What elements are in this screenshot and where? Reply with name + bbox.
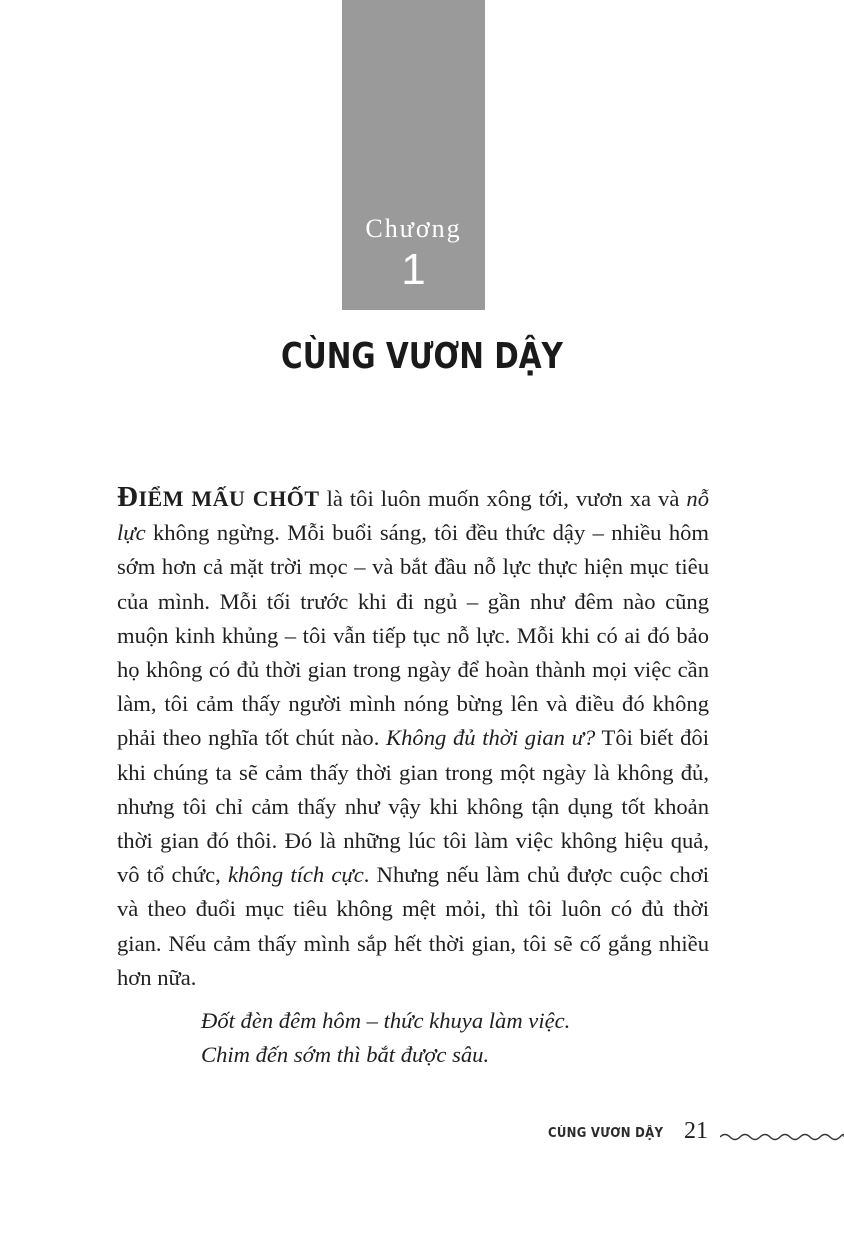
wave-ornament-icon [720, 1130, 844, 1144]
lead-rest: IỂM MẤU CHỐT [138, 486, 320, 511]
lead-in [117, 481, 320, 513]
body-segment-italic: không tích cực [227, 862, 364, 888]
body-segment-italic: nỗ lực [117, 486, 709, 546]
body-segment: Tôi biết đôi khi chúng ta sẽ cảm thấy thời gian trong một ngày là không đủ, nhưng tôi chỉ cảm thấy như vậy khi không tận dụng tốt khoản thời gian đó thôi. Đó là những lúc tôi làm việc không hiệu quả, vô tổ chức, [117, 725, 709, 888]
quote-line: Chim đến sớm thì bắt được sâu. [201, 1042, 490, 1068]
body-segment: . Nhưng nếu làm chủ được cuộc chơi và theo đuổi mục tiêu không mệt mỏi, thì tôi luôn có đủ thời gian. Nếu cảm thấy mình sắp hết thời gian, tôi sẽ cố gắng nhiều hơn nữa. [117, 862, 709, 990]
chapter-number: 1 [401, 245, 426, 294]
quote-line: Đốt đèn đêm hôm – thức khuya làm việc. [201, 1008, 571, 1033]
lead-first-letter: Đ [117, 481, 139, 513]
running-title: CÙNG VƯƠN DẬY [548, 1126, 664, 1141]
body-segment-italic: Không đủ thời gian ư? [386, 725, 596, 751]
page-footer [520, 1120, 844, 1150]
body-segment: không ngừng. Mỗi buổi sáng, tôi đều thức dậy – nhiều hôm sớm hơn cả mặt trời mọc – và bắt đầu nỗ lực thực hiện mục tiêu của mình. Mỗi tối trước khi đi ngủ – gần như đêm nào cũng muộn kinh khủng – tôi vẫn tiếp tục nỗ lực. Mỗi khi có ai đó bảo họ không có đủ thời gian trong ngày để hoàn thành mọi việc cần làm, tôi cảm thấy người mình nóng bừng lên và điều đó không phải theo nghĩa tốt chút nào. [117, 520, 709, 751]
body-paragraph [117, 480, 709, 995]
body-segment: là tôi luôn muốn xông tới, vươn xa và [319, 486, 687, 511]
chapter-tab [342, 0, 485, 310]
chapter-title: CÙNG VƯƠN DẬY [281, 336, 563, 377]
chapter-label: Chương [365, 214, 462, 243]
quote-block [201, 1004, 570, 1073]
page-number: 21 [684, 1118, 708, 1144]
